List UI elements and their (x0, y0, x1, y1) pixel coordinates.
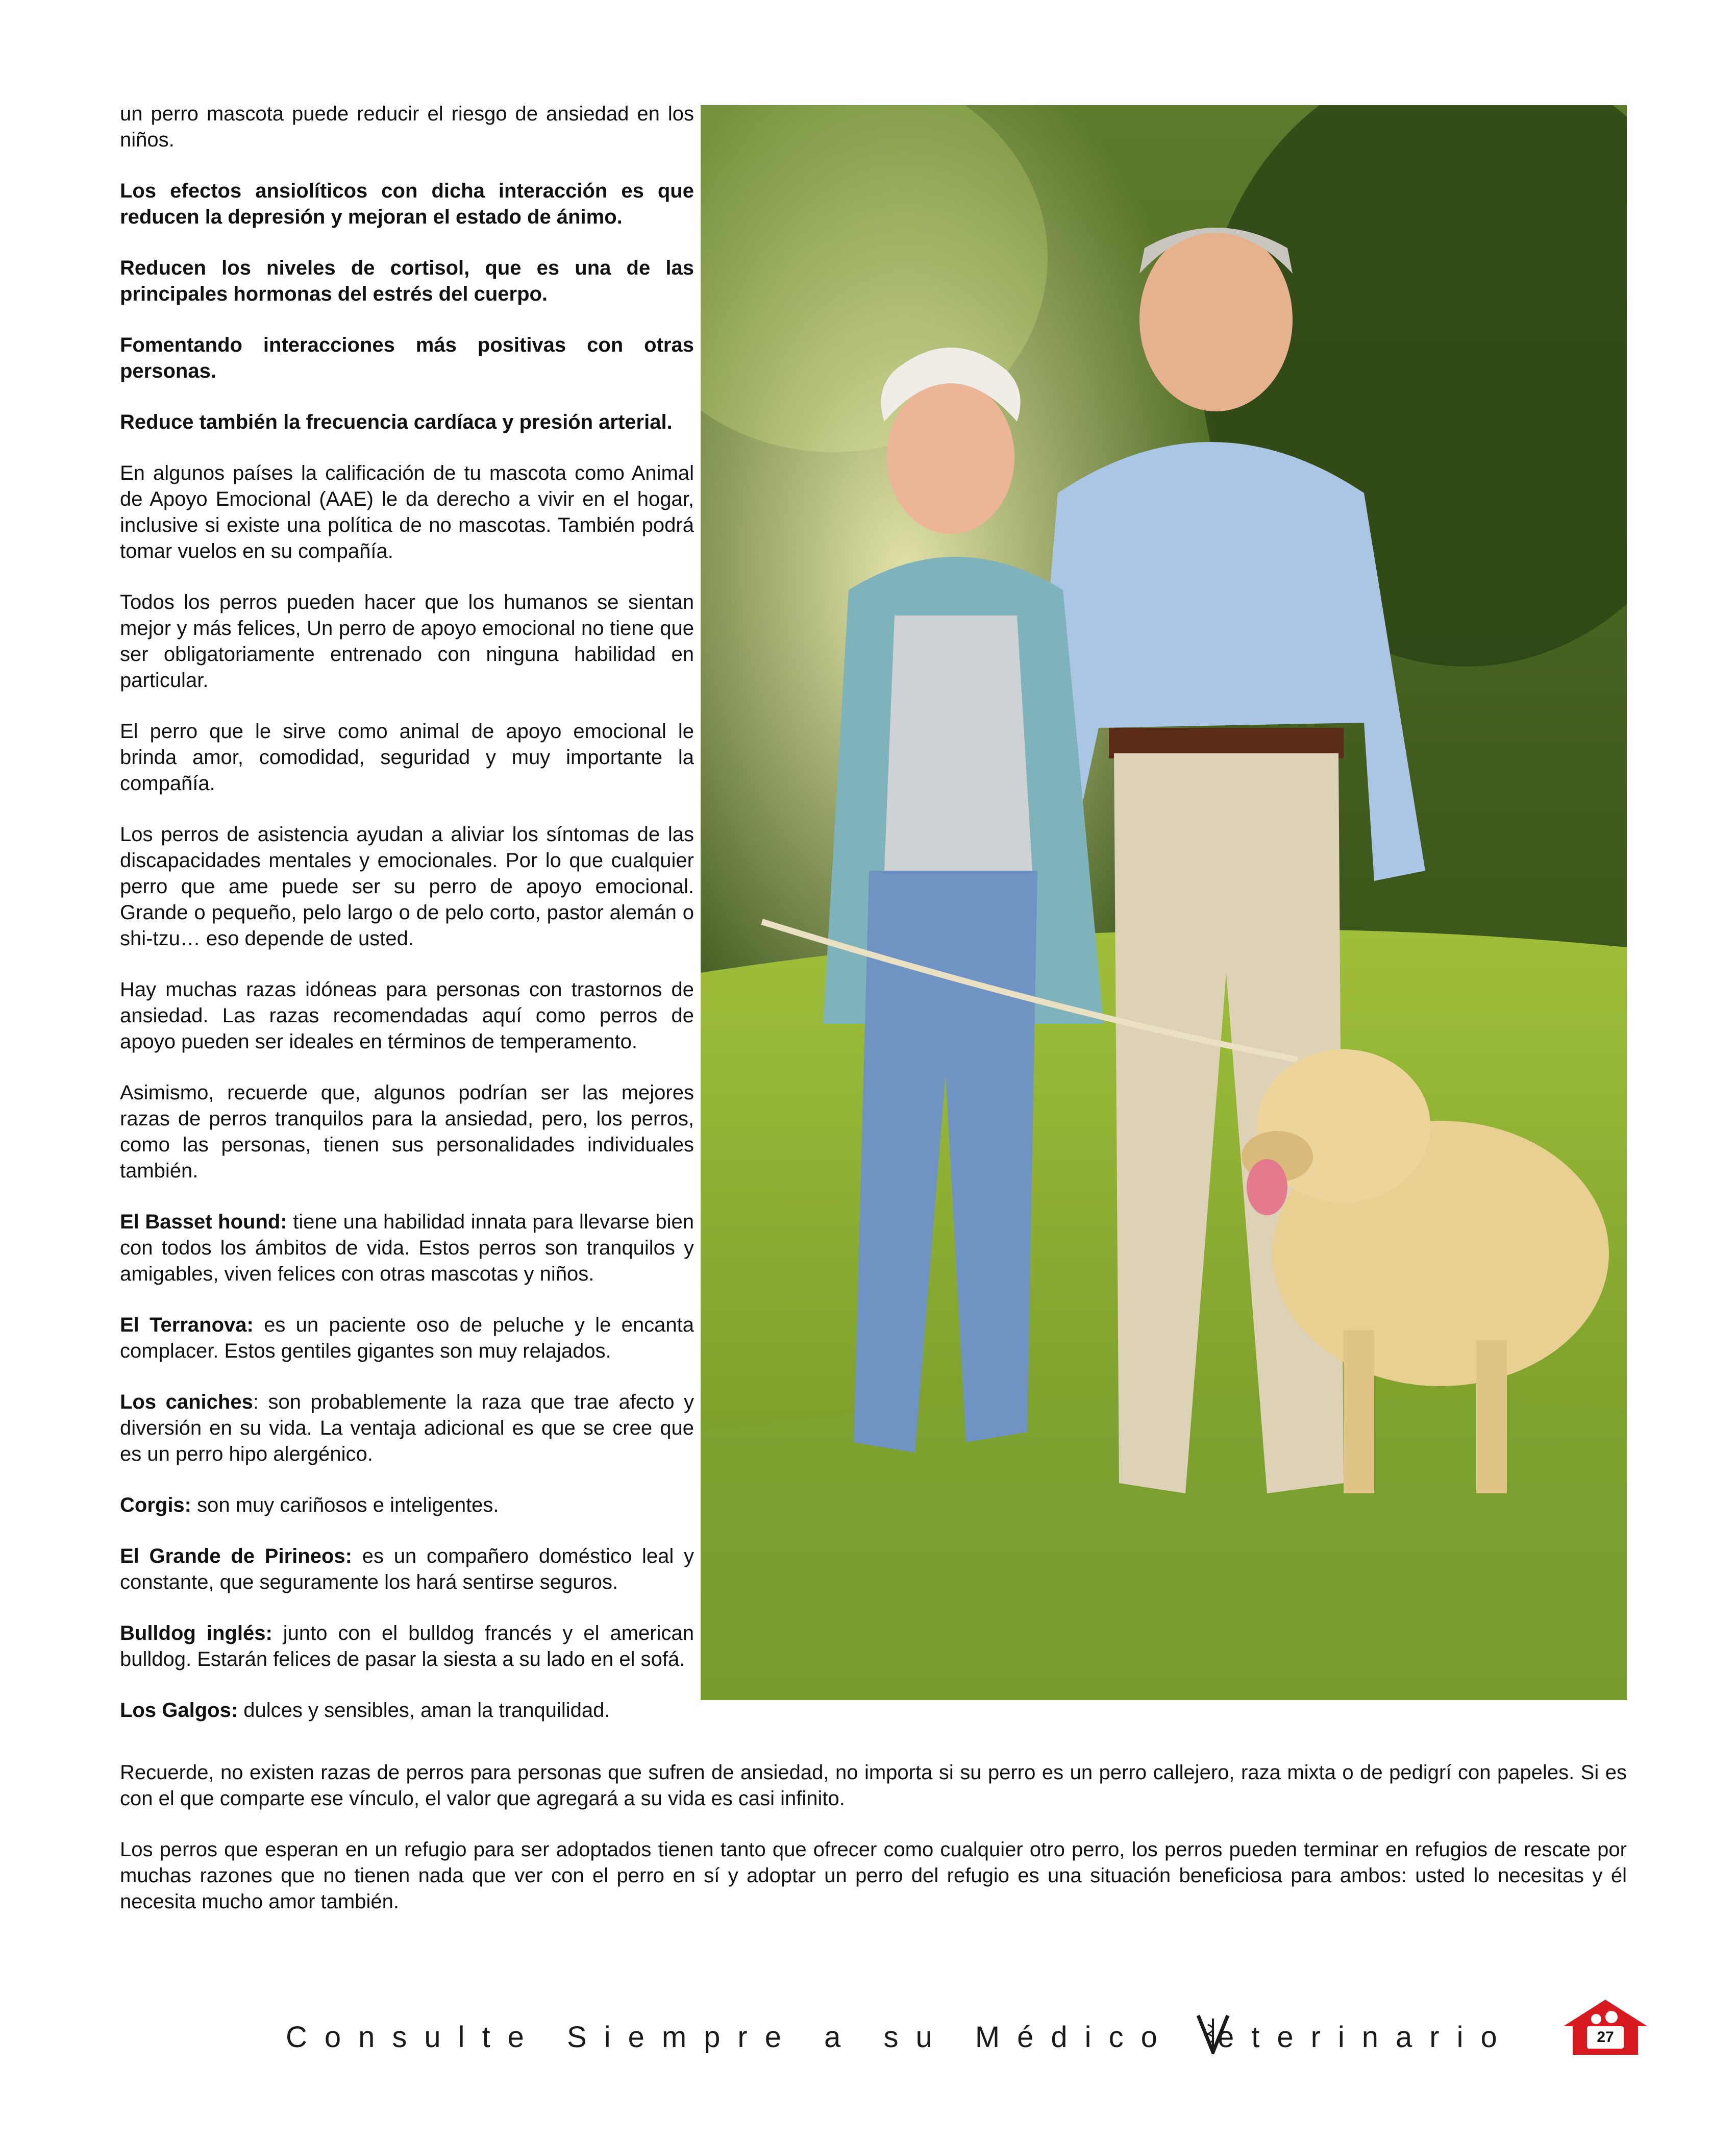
paragraph: Asimismo, recuerde que, algunos podrían ser las mejores razas de perros tranquilos para la ansiedad, pero, los perros, como las personas, tienen sus personalidades individuales también. (120, 1081, 694, 1182)
breed-item (120, 1492, 694, 1518)
left-column-text (120, 101, 694, 1749)
breed-description: : son probablemente la raza que trae afecto y diversión en su vida. La ventaja adicional es que se cree que es un perro hipo alergénico. (120, 1391, 694, 1465)
breed-item (120, 1698, 694, 1724)
breed-item (120, 1389, 694, 1467)
page-number: 27 (1597, 2029, 1614, 2046)
breed-item (120, 1312, 694, 1364)
breed-item (120, 1209, 694, 1287)
paragraph: Los perros de asistencia ayudan a aliviar los síntomas de las discapacidades mentales y emocionales. Por lo que cualquier perro que ame puede ser su perro de apoyo emocional. Grande o pequeño, pelo largo o de pelo corto, pastor alemán o shi-tzu… eso depende de usted. (120, 823, 694, 950)
breed-name: Bulldog inglés: (120, 1622, 272, 1644)
footer-text-after: eterinario (1217, 2021, 1515, 2054)
paragraph: Los perros que esperan en un refugio para ser adoptados tienen tanto que ofrecer como cualquier otro perro, los perros pueden terminar en refugios de rescate por muchas razones que no tienen nada que ver con el perro en sí y adoptar un perro del refugio es una situación beneficiosa para ambos: usted lo necesitas y él necesita mucho amor también. (120, 1838, 1627, 1913)
breed-name: El Basset hound: (120, 1211, 287, 1233)
breed-item (120, 1620, 694, 1672)
house-page-badge-icon (1560, 1997, 1650, 2058)
breed-name: Los caniches (120, 1391, 253, 1413)
paragraph: un perro mascota puede reducir el riesgo de ansiedad en los niños. (120, 103, 694, 151)
paragraph-bold: Reducen los niveles de cortisol, que es una de las principales hormonas del estrés del cuerpo. (120, 257, 694, 305)
bottom-text (120, 1760, 1627, 1940)
paragraph: Recuerde, no existen razas de perros para personas que sufren de ansiedad, no importa si su perro es un perro callejero, raza mixta o de pedigrí con papeles. Si es con el que comparte ese vínculo, el valor que agregará a su vida es casi infinito. (120, 1761, 1627, 1810)
breed-description: es un paciente oso de peluche y le encanta complacer. Estos gentiles gigantes son muy relajados. (120, 1314, 694, 1362)
footer-text-before: Consulte Siempre a su Médico (286, 2021, 1200, 2054)
breed-name: Los Galgos: (120, 1699, 238, 1721)
breed-description: dulces y sensibles, aman la tranquilidad. (238, 1699, 610, 1721)
footer-slogan (286, 2013, 1515, 2054)
breed-item (120, 1543, 694, 1595)
breed-description: son muy cariñosos e inteligentes. (191, 1494, 499, 1516)
breed-description: es un compañero doméstico leal y constante, que seguramente los hará sentirse seguros. (120, 1545, 694, 1593)
paragraph: En algunos países la calificación de tu mascota como Animal de Apoyo Emocional (AAE) le da derecho a vivir en el hogar, inclusive si existe una política de no mascotas. También podrá tomar vuelos en su compañía. (120, 462, 694, 562)
breed-name: Corgis: (120, 1494, 191, 1516)
breed-name: El Grande de Pirineos: (120, 1545, 352, 1567)
paragraph: Todos los perros pueden hacer que los humanos se sientan mejor y más felices, Un perro de apoyo emocional no tiene que ser obligatoriamente entrenado con ninguna habilidad en particular. (120, 591, 694, 692)
paragraph-bold: Los efectos ansiolíticos con dicha interacción es que reducen la depresión y mejoran el estado de ánimo. (120, 180, 694, 228)
breed-name: El Terranova: (120, 1314, 254, 1336)
breed-description: junto con el bulldog francés y el american bulldog. Estarán felices de pasar la siesta a su lado en el sofá. (120, 1622, 694, 1670)
paragraph-bold: Fomentando interacciones más positivas con otras personas. (120, 334, 694, 382)
couple-walking-dog-photo (701, 105, 1627, 1700)
paragraph: Hay muchas razas idóneas para personas con trastornos de ansiedad. Las razas recomendadas aquí como perros de apoyo pueden ser ideales en términos de temperamento. (120, 978, 694, 1053)
breed-description: tiene una habilidad innata para llevarse bien con todos los ámbitos de vida. Estos perros son tranquilos y amigables, viven felices con otras mascotas y niños. (120, 1211, 695, 1285)
paragraph-bold: Reduce también la frecuencia cardíaca y presión arterial. (120, 411, 673, 433)
paragraph: El perro que le sirve como animal de apoyo emocional le brinda amor, comodidad, seguridad y muy importante la compañía. (120, 720, 694, 795)
